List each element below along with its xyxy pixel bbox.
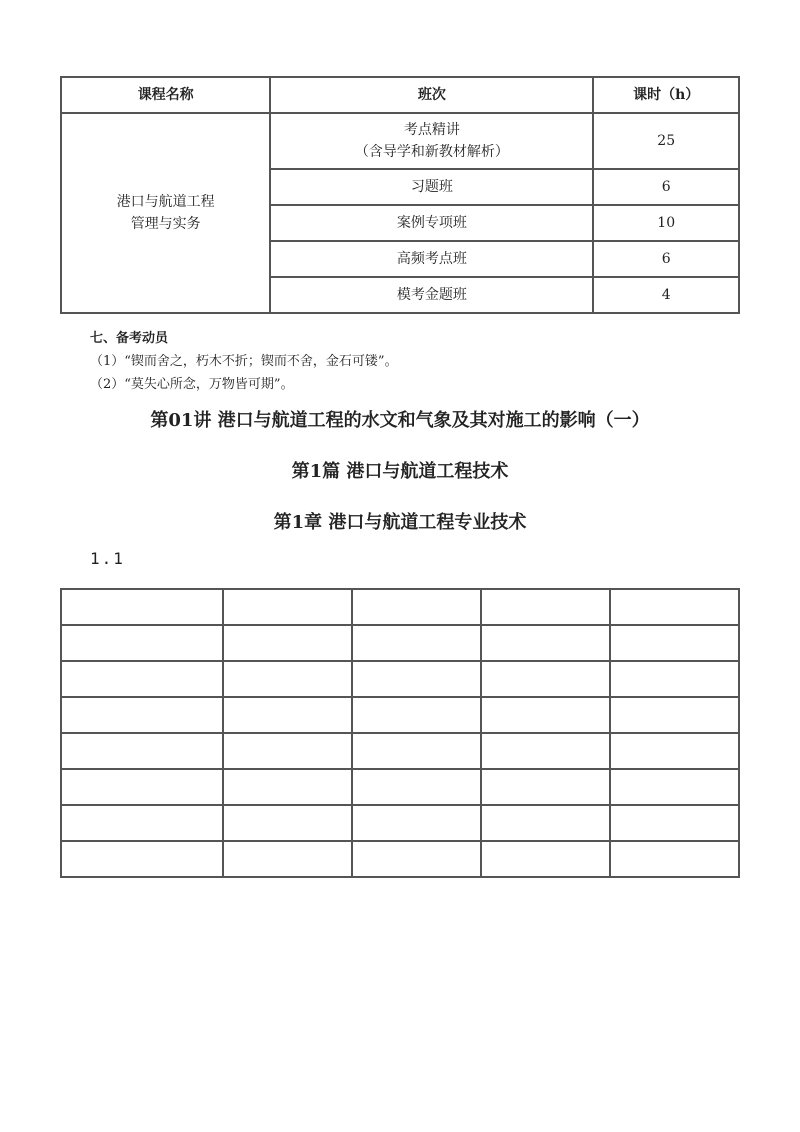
part-title: 第1篇 港口与航道工程技术 (291, 461, 509, 482)
course-name-line: 港口与航道工程 (116, 194, 215, 210)
empty-cell (61, 661, 223, 697)
empty-cell (610, 841, 739, 877)
empty-cell (352, 589, 481, 625)
hours-cell: 4 (593, 277, 739, 313)
empty-cell (61, 769, 223, 805)
course-name-cell (61, 113, 270, 313)
hours-cell: 6 (593, 241, 739, 277)
table-row (61, 697, 739, 733)
empty-cell (610, 589, 739, 625)
section-number: 1.1 (90, 549, 125, 568)
class-cell: 案例专项班 (270, 205, 593, 241)
empty-table (60, 588, 740, 878)
quote-line: （2）“莫失心所念，万物皆可期”。 (90, 377, 294, 392)
table-row (61, 805, 739, 841)
empty-cell (610, 625, 739, 661)
empty-cell (223, 769, 352, 805)
class-cell: 高频考点班 (270, 241, 593, 277)
empty-cell (610, 733, 739, 769)
empty-cell (61, 805, 223, 841)
empty-cell (481, 733, 610, 769)
empty-cell (610, 697, 739, 733)
header-hours: 课时（h） (593, 77, 739, 113)
empty-cell (61, 841, 223, 877)
empty-cell (352, 733, 481, 769)
empty-cell (481, 589, 610, 625)
course-schedule-table (60, 76, 740, 314)
header-class: 班次 (270, 77, 593, 113)
empty-cell (352, 841, 481, 877)
class-cell: 习题班 (270, 169, 593, 205)
lecture-title: 第01讲 港口与航道工程的水文和气象及其对施工的影响（一） (150, 410, 650, 431)
empty-cell (481, 625, 610, 661)
empty-cell (223, 805, 352, 841)
empty-cell (223, 661, 352, 697)
empty-cell (352, 625, 481, 661)
class-name: 考点精讲 (403, 122, 460, 138)
empty-cell (352, 697, 481, 733)
class-cell: 模考金题班 (270, 277, 593, 313)
empty-cell (481, 805, 610, 841)
empty-cell (61, 733, 223, 769)
empty-cell (352, 661, 481, 697)
table-row (61, 841, 739, 877)
empty-cell (610, 661, 739, 697)
table-row (61, 589, 739, 625)
empty-cell (61, 589, 223, 625)
empty-cell (481, 769, 610, 805)
hours-cell: 25 (593, 113, 739, 169)
hours-cell: 6 (593, 169, 739, 205)
table-row (61, 661, 739, 697)
motivation-heading: 七、备考动员 (90, 331, 169, 346)
chapter-title: 第1章 港口与航道工程专业技术 (273, 512, 527, 533)
empty-cell (352, 769, 481, 805)
empty-cell (61, 697, 223, 733)
empty-cell (610, 769, 739, 805)
table-row (61, 625, 739, 661)
empty-cell (223, 733, 352, 769)
header-course-name: 课程名称 (61, 77, 270, 113)
empty-cell (481, 697, 610, 733)
empty-cell (481, 661, 610, 697)
empty-cell (352, 805, 481, 841)
table-row (61, 733, 739, 769)
class-note: （含导学和新教材解析） (354, 144, 509, 160)
quote-line: （1）“锲而舍之，朽木不折；锲而不舍，金石可镂”。 (90, 354, 398, 369)
course-name-line: 管理与实务 (130, 216, 201, 232)
empty-cell (223, 697, 352, 733)
empty-cell (223, 589, 352, 625)
hours-cell: 10 (593, 205, 739, 241)
table-header-row (61, 77, 739, 113)
table-row (61, 113, 739, 169)
table-row (61, 769, 739, 805)
empty-cell (61, 625, 223, 661)
empty-cell (481, 841, 610, 877)
empty-cell (223, 841, 352, 877)
empty-cell (223, 625, 352, 661)
empty-cell (610, 805, 739, 841)
class-cell (270, 113, 593, 169)
